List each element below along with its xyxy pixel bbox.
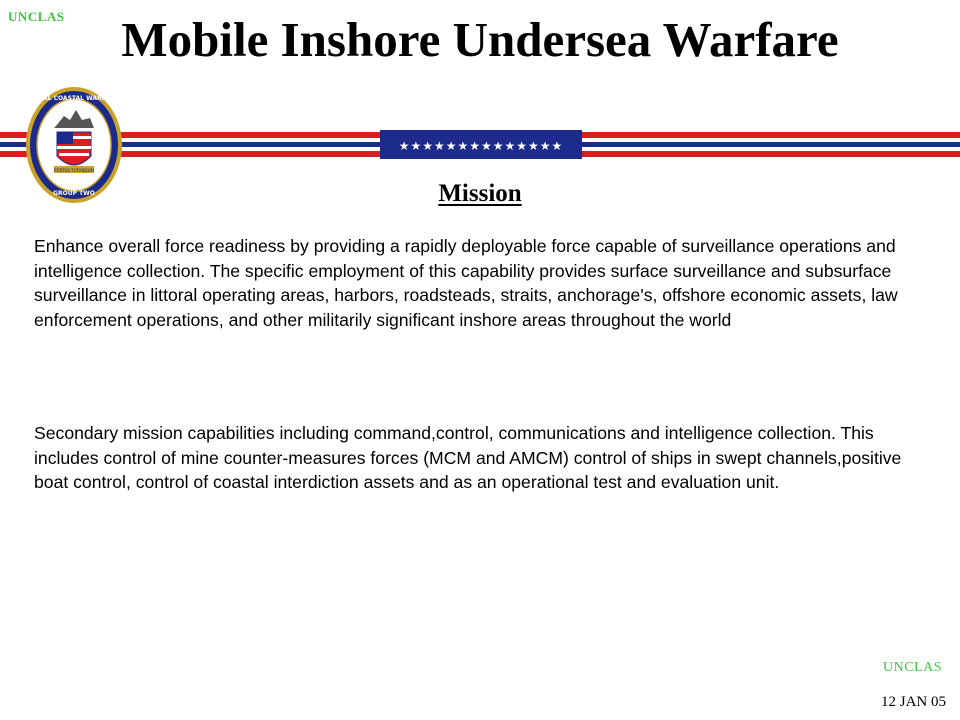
classification-marking-bottom: UNCLAS <box>882 660 942 675</box>
seal-ring-text: NAVAL COASTAL WARFARE <box>29 95 119 102</box>
slide-title: Mobile Inshore Undersea Warfare <box>121 12 839 67</box>
slide-date: 12 JAN 05 <box>880 694 946 710</box>
classification-marking-top: UNCLAS <box>8 9 65 24</box>
seal-bottom-text: GROUP TWO <box>53 190 95 197</box>
flag-banner <box>0 118 960 170</box>
mission-paragraph-secondary: Secondary mission capabilities including command,control, communications and intelligence collection. This includes control of mine counter-measures forces (MCM and AMCM) control of ships in swept channels,positive boat control, control of coastal interdiction assets and as an operational test and evaluation unit. <box>34 423 902 492</box>
mission-paragraph-primary: Enhance overall force readiness by providing a rapidly deployable force capable of surveillance operations and intelligence collection. The specific employment of this capability provides surface surveillance and subsurface surveillance in littoral operating areas, harbors, roadsteads, straits, anchorage's, offshore economic assets, law enforcement operations, and other militarily significant inshore areas throughout the world <box>34 236 898 330</box>
mission-heading: Mission <box>438 180 522 207</box>
star-row: ★★★★★★★★★★★★★★ <box>398 139 564 153</box>
seal-motto: PORTUS TUTANDUM <box>54 168 94 173</box>
